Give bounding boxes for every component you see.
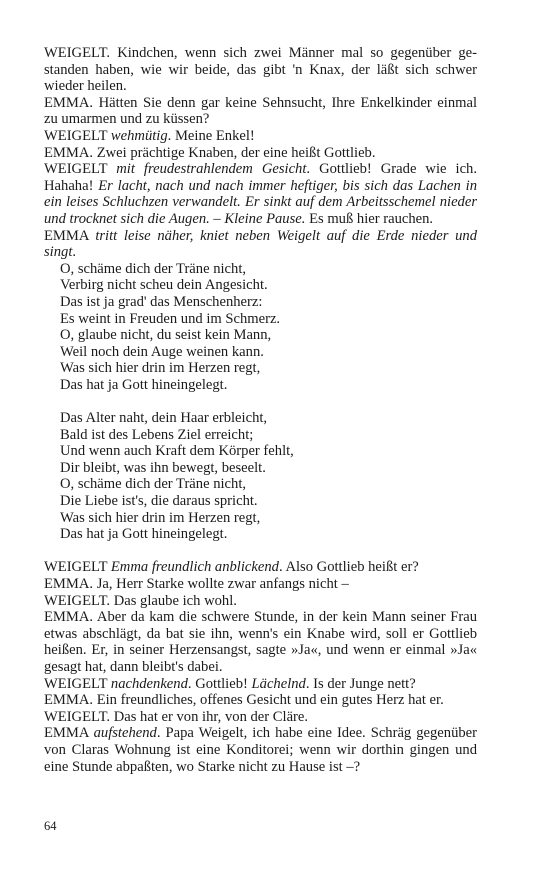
verse-line: Das hat ja Gott hineingelegt. — [60, 526, 228, 543]
dialogue-text: WEIGELT — [44, 559, 111, 576]
verse-line: Weil noch dein Auge weinen kann. — [60, 343, 264, 360]
dialogue-text: . Is der Junge nett? — [305, 675, 416, 692]
stage-direction: nachdenkend — [110, 675, 188, 692]
stage-direction: mit freudestrahlendem Gesicht — [116, 161, 307, 178]
dialogue-paragraph — [44, 593, 477, 610]
verse-line: Das ist ja grad' das Menschenherz: — [60, 293, 263, 310]
verse-line: Verbirg nicht scheu dein Angesicht. — [60, 277, 268, 294]
dialogue-paragraph — [44, 609, 477, 675]
verse-line: Was sich hier drin im Herzen regt, — [60, 360, 261, 377]
dialogue-block-top — [44, 45, 477, 261]
dialogue-text: . Meine Enkel! — [167, 127, 255, 144]
dialogue-paragraph — [44, 128, 477, 145]
dialogue-text: EMMA. Ja, Herr Starke wollte zwar anfangs nicht – — [44, 576, 349, 592]
dialogue-paragraph — [44, 95, 477, 128]
dialogue-paragraph — [44, 725, 477, 775]
dialogue-text: EMMA — [44, 227, 96, 244]
page-number: 64 — [44, 819, 57, 833]
stage-direction: tritt leise näher, kniet neben Weigelt auf die Erde nieder und singt — [44, 227, 477, 261]
verse-line: Es weint in Freuden und im Schmerz. — [60, 310, 281, 327]
dialogue-text: WEIGELT — [44, 161, 117, 178]
dialogue-paragraph — [44, 709, 477, 726]
dialogue-text: EMMA — [44, 725, 94, 742]
dialogue-paragraph — [44, 145, 477, 162]
verse-line: Was sich hier drin im Herzen regt, — [60, 509, 261, 526]
verse-stanza-2 — [44, 410, 477, 543]
verse-line: Das hat ja Gott hineingelegt. — [60, 376, 228, 393]
verse-line: Dir bleibt, was ihn bewegt, beseelt. — [60, 459, 266, 476]
verse-line: O, schäme dich der Träne nicht, — [60, 476, 247, 493]
dialogue-text: . — [72, 244, 77, 261]
dialogue-text: EMMA. Ein freundliches, offenes Gesicht und ein gutes Herz hat er. — [44, 692, 444, 709]
dialogue-text: WEIGELT. Das hat er von ihr, von der Cläre. — [44, 708, 309, 725]
stage-direction: wehmütig — [110, 127, 168, 144]
dialogue-text: EMMA. Zwei prächtige Knaben, der eine heißt Gottlieb. — [44, 144, 376, 161]
verse-line: O, schäme dich der Träne nicht, — [60, 260, 247, 277]
dialogue-paragraph — [44, 161, 477, 227]
verse-line: Das Alter naht, dein Haar erbleicht, — [60, 410, 268, 427]
book-page — [44, 45, 477, 775]
dialogue-paragraph — [44, 45, 477, 95]
dialogue-text: . Also Gottlieb heißt er? — [278, 559, 419, 576]
stage-direction: Emma freundlich anblickend — [110, 559, 279, 576]
dialogue-text: . Gottlieb! — [187, 675, 252, 692]
dialogue-paragraph — [44, 228, 477, 261]
stanza-gap — [44, 393, 477, 410]
verse-line: Und wenn auch Kraft dem Körper fehlt, — [60, 443, 294, 460]
dialogue-text: . Papa Weigelt, ich habe eine Idee. Schräg gegenüber von Claras Wohnung ist eine Konditorei; wenn wir dorthin gingen und eine Stunde abpaßten, wo Starke nicht zu Hause ist –? — [44, 725, 478, 775]
dialogue-text: WEIGELT — [44, 127, 111, 144]
verse-line: Bald ist des Lebens Ziel erreicht; — [60, 426, 254, 443]
stage-direction: Er lacht, nach und nach immer heftiger, bis sich das Lachen in ein leises Schluchzen verwandelt. Er sinkt auf dem Arbeitsschemel nieder und trocknet sich die Augen. – Kleine Pause. — [44, 177, 477, 227]
dialogue-text: EMMA. Hätten Sie denn gar keine Sehnsucht, Ihre Enkelkinder einmal zu umarmen und zu küssen? — [44, 94, 477, 128]
dialogue-text: WEIGELT. Kindchen, wenn sich zwei Männer mal so gegenüber gestanden haben, wie wir beide, das gibt 'n Knax, der läßt sich schwer wieder heilen. — [44, 45, 477, 95]
dialogue-block-bottom — [44, 559, 477, 775]
dialogue-paragraph — [44, 576, 477, 593]
verse-line: O, glaube nicht, du seist kein Mann, — [60, 327, 272, 344]
dialogue-text: EMMA. Aber da kam die schwere Stunde, in der kein Mann seiner Frau etwas abschlägt, da bat sie ihn, wenn's ein Knabe wird, soll er Gottlieb heißen. Er, in seiner Herzensangst, sagte »Ja«, und wenn er einmal »Ja« gesagt hat, dann bleibt's dabei. — [44, 609, 477, 675]
dialogue-text: Es muß hier rauchen. — [305, 210, 434, 227]
dialogue-paragraph — [44, 692, 477, 709]
verse-line: Die Liebe ist's, die daraus spricht. — [60, 493, 258, 510]
dialogue-text: . Gottlieb! Grade wie ich. Hahaha! — [44, 161, 477, 194]
verse-stanza-1 — [44, 261, 477, 394]
dialogue-paragraph — [44, 559, 477, 576]
dialogue-paragraph — [44, 676, 477, 693]
song-verse — [44, 261, 477, 543]
dialogue-text: WEIGELT — [44, 675, 111, 692]
stage-direction: aufstehend — [93, 725, 157, 742]
section-gap — [44, 543, 477, 560]
dialogue-text: WEIGELT. Das glaube ich wohl. — [44, 592, 237, 609]
stage-direction: Lächelnd — [251, 675, 306, 692]
